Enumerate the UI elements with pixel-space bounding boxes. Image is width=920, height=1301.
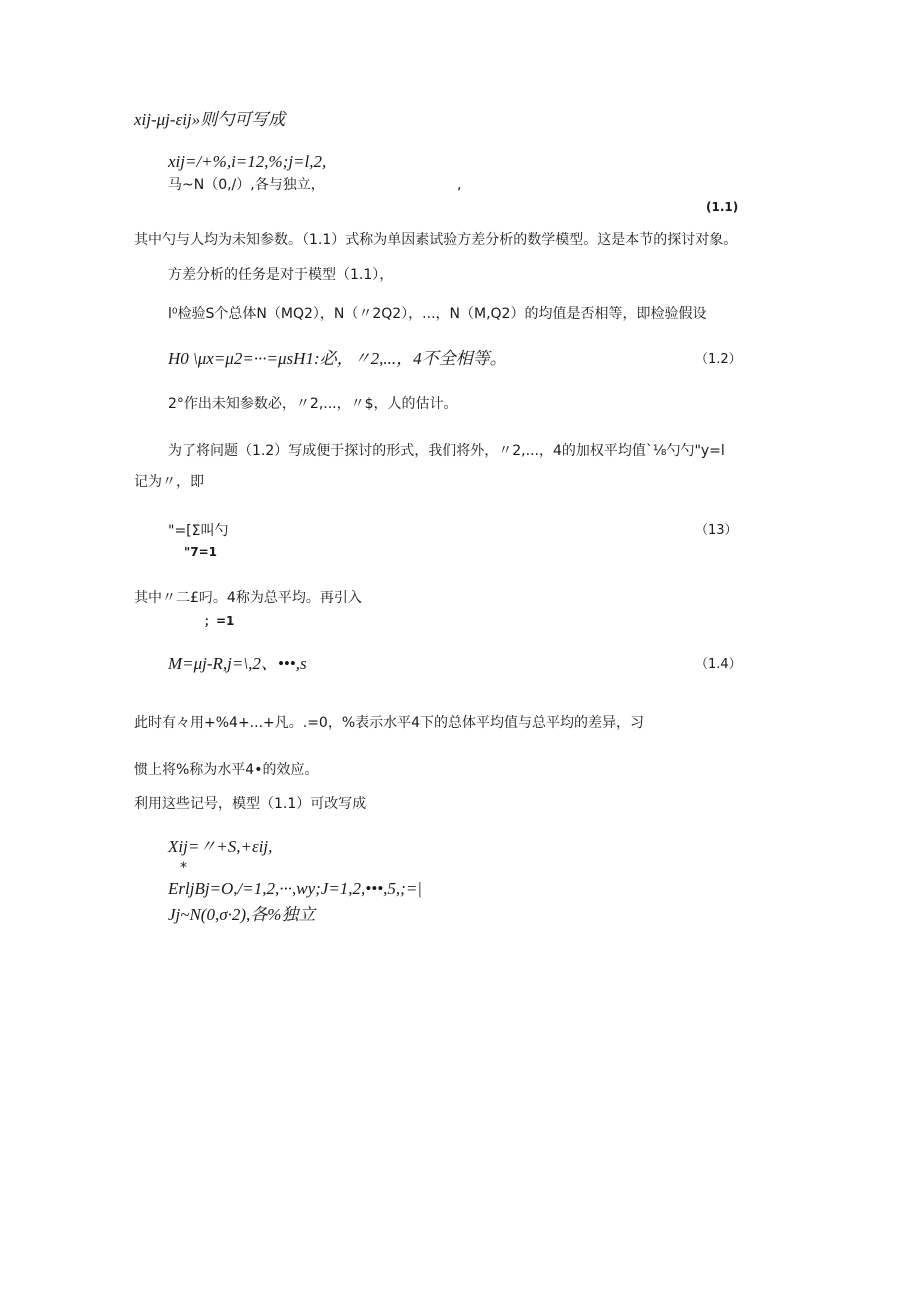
equation-number: （13）	[695, 523, 738, 538]
paragraph-line: 其中勺与人均为未知参数。（1.1）式称为单因素试验方差分析的数学模型。这是本节的探讨对象。	[134, 232, 738, 248]
paragraph-line: 记为〃，即	[134, 474, 204, 490]
paragraph-line: 其中〃二£叼。4称为总平均。再引入	[134, 590, 362, 606]
text-line: xij-μj-εij»则勺可写成	[134, 110, 286, 129]
paragraph-line: 2°作出未知参数必，〃2,...，〃$，人的估计。	[168, 396, 458, 412]
equation-line: ErljBj=O,/=1,2,···,wy;J=1,2,•••,5,;=|	[168, 879, 422, 898]
equation-line: Xij=〃+S,+εij,	[168, 837, 273, 856]
equation-line: 马~N（0,/）,各与独立，	[168, 177, 325, 193]
equation-line: M=μj-R,j=\,2、•••,s	[168, 654, 307, 673]
equation-line: H0 \μx=μ2=···=μsH1:必，〃2,...，4不全相等。	[168, 349, 507, 368]
equation-mark: *	[180, 860, 187, 876]
text-fragment: ,	[457, 177, 462, 193]
equation-line: "=[Σ叫勺	[168, 523, 229, 539]
equation-line: xij=/+%,i=12,%;j=l,2,	[168, 152, 327, 171]
paragraph-line: l⁰检验S个总体N（MQ2），N（〃2Q2），...，N（M,Q2）的均值是否相等，即检验假设	[168, 306, 707, 322]
paragraph-line: 方差分析的任务是对于模型（1.1），	[168, 267, 394, 283]
paragraph-line: 利用这些记号，模型（1.1）可改写成	[134, 796, 367, 812]
equation-number: （1.4）	[695, 657, 742, 672]
equation-number: (1.1)	[706, 200, 739, 214]
paragraph-line: 此时有々用+%4+...+凡。.=0，%表示水平4下的总体平均值与总平均的差异，习	[134, 715, 645, 731]
paragraph-line: 为了将问题（1.2）写成便于探讨的形式，我们将外，〃2,...，4的加权平均值`⅛勺勺"y=l	[168, 443, 725, 459]
paragraph-line: 惯上将%称为水平4•的效应。	[134, 762, 319, 778]
equation-subscript: ；=1	[204, 614, 235, 628]
equation-number: （1.2）	[695, 352, 742, 367]
equation-subscript: "7=1	[184, 545, 218, 559]
equation-line: Jj~N(0,σ·2),各%独立	[168, 905, 316, 924]
